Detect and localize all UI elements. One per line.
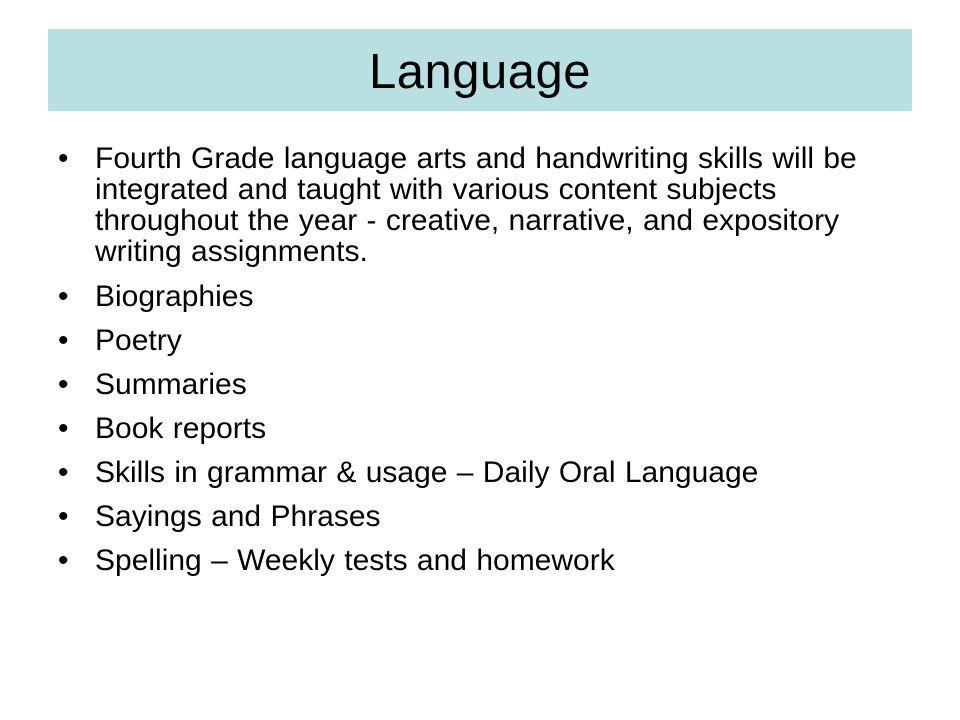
bullet-item: [58, 457, 898, 488]
bullet-item: [58, 369, 898, 400]
bullet-text: Fourth Grade language arts and handwriting skills will be integrated and taught with various content subjects throughout the year - creative, narrative, and expository writing assignments.: [95, 142, 857, 268]
bullet-item: [58, 545, 898, 576]
bullet-icon: •: [58, 280, 69, 313]
slide-title: Language: [368, 44, 591, 99]
bullet-icon: •: [58, 324, 69, 357]
bullet-item: [58, 501, 898, 532]
bullet-item: [58, 281, 898, 312]
bullet-text: Sayings and Phrases: [95, 500, 381, 533]
bullet-icon: •: [58, 456, 69, 489]
bullet-icon: •: [58, 500, 69, 533]
bullet-text: Skills in grammar & usage – Daily Oral Language: [95, 456, 759, 489]
bullet-icon: •: [58, 142, 69, 175]
bullet-text: Biographies: [95, 280, 254, 313]
bullet-text: Spelling – Weekly tests and homework: [95, 544, 615, 577]
bullet-icon: •: [58, 544, 69, 577]
bullet-item: [58, 143, 898, 267]
bullet-text: Poetry: [95, 324, 182, 357]
bullet-item: [58, 413, 898, 444]
title-band: [48, 29, 912, 111]
bullet-icon: •: [58, 368, 69, 401]
bullet-list: [58, 143, 898, 589]
bullet-icon: •: [58, 412, 69, 445]
bullet-text: Summaries: [95, 368, 247, 401]
bullet-text: Book reports: [95, 412, 267, 445]
bullet-item: [58, 325, 898, 356]
